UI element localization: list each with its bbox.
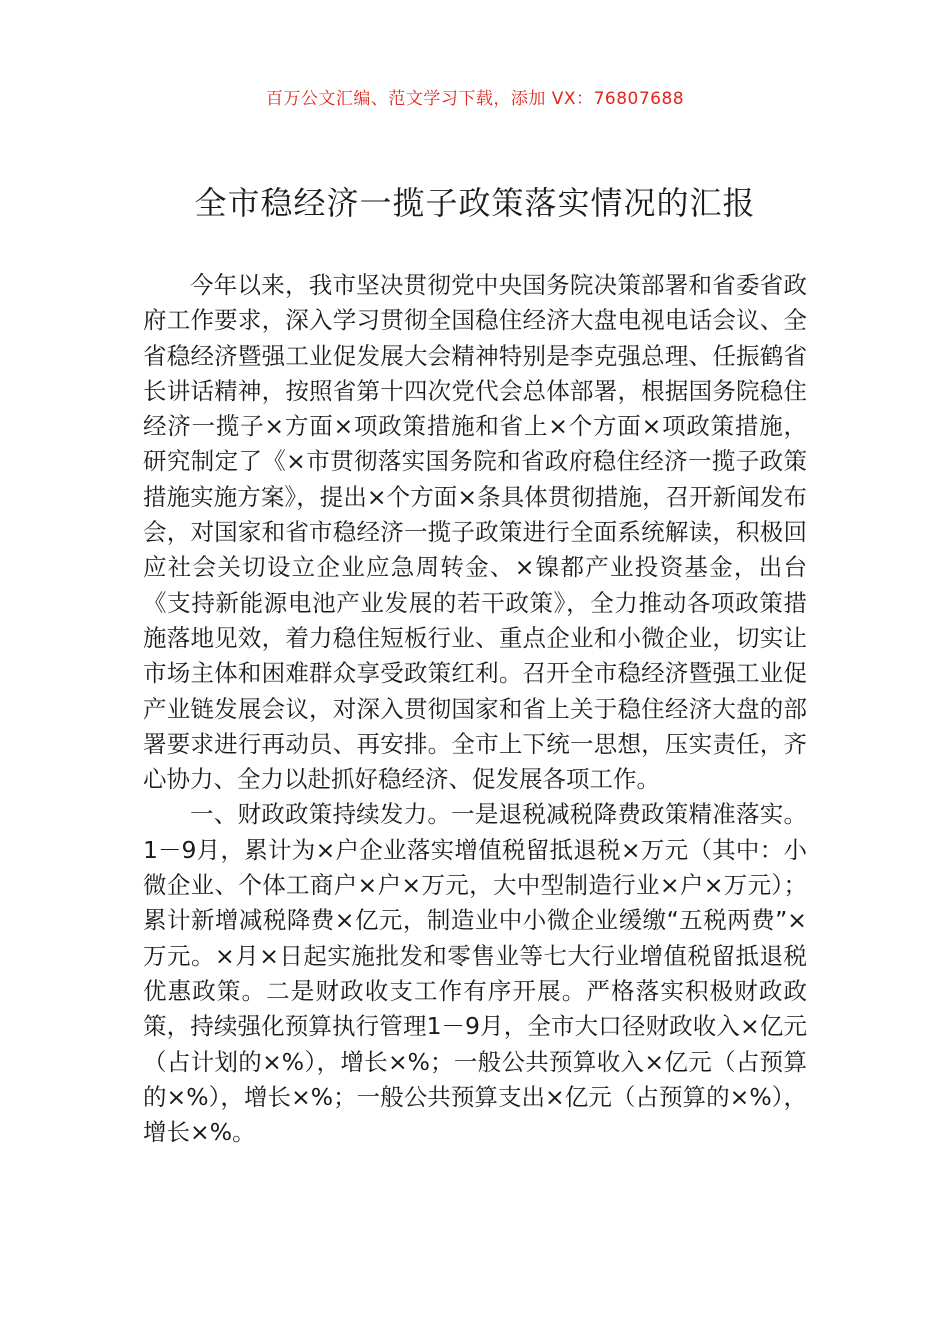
document-title: 全市稳经济一揽子政策落实情况的汇报 xyxy=(194,184,756,222)
header-note: 百万公文汇编、范文学习下载，添加 VX：76807688 xyxy=(265,89,685,109)
paragraph-fiscal-policy: 一、财政政策持续发力。一是退税减税降费政策精准落实。1－9月，累计为×户企业落实增值税留抵退税×万元（其中：小微企业、个体工商户×户×万元，大中型制造行业×户×万元）；累计新增减税降费×亿元，制造业中小微企业缓缴“五税两费”×万元。×月×日起实施批发和零售业等七大行业增值税留抵退税优惠政策。二是财政收支工作有序开展。严格落实积极财政政策，持续强化预算执行管理1－9月，全市大口径财政收入×亿元（占计划的×%），增长×%；一般公共预算收入×亿元（占预算的×%），增长×%；一般公共预算支出×亿元（占预算的×%），增长×%。 xyxy=(143,800,807,1147)
document-body xyxy=(143,268,807,1150)
paragraph-intro: 今年以来，我市坚决贯彻党中央国务院决策部署和省委省政府工作要求，深入学习贯彻全国稳住经济大盘电视电话会议、全省稳经济暨强工业促发展大会精神特别是李克强总理、任振鹤省长讲话精神，按照省第十四次党代会总体部署，根据国务院稳住经济一揽子×方面×项政策措施和省上×个方面×项政策措施，研究制定了《×市贯彻落实国务院和省政府稳住经济一揽子政策措施实施方案》，提出×个方面×条具体贯彻措施，召开新闻发布会，对国家和省市稳经济一揽子政策进行全面系统解读，积极回应社会关切设立企业应急周转金、×镍都产业投资基金，出台《支持新能源电池产业发展的若干政策》，全力推动各项政策措施落地见效，着力稳住短板行业、重点企业和小微企业，切实让市场主体和困难群众享受政策红利。召开全市稳经济暨强工业促产业链发展会议，对深入贯彻国家和省上关于稳住经济大盘的部署要求进行再动员、再安排。全市上下统一思想，压实责任，齐心协力、全力以赴抓好稳经济、促发展各项工作。 xyxy=(143,271,807,794)
